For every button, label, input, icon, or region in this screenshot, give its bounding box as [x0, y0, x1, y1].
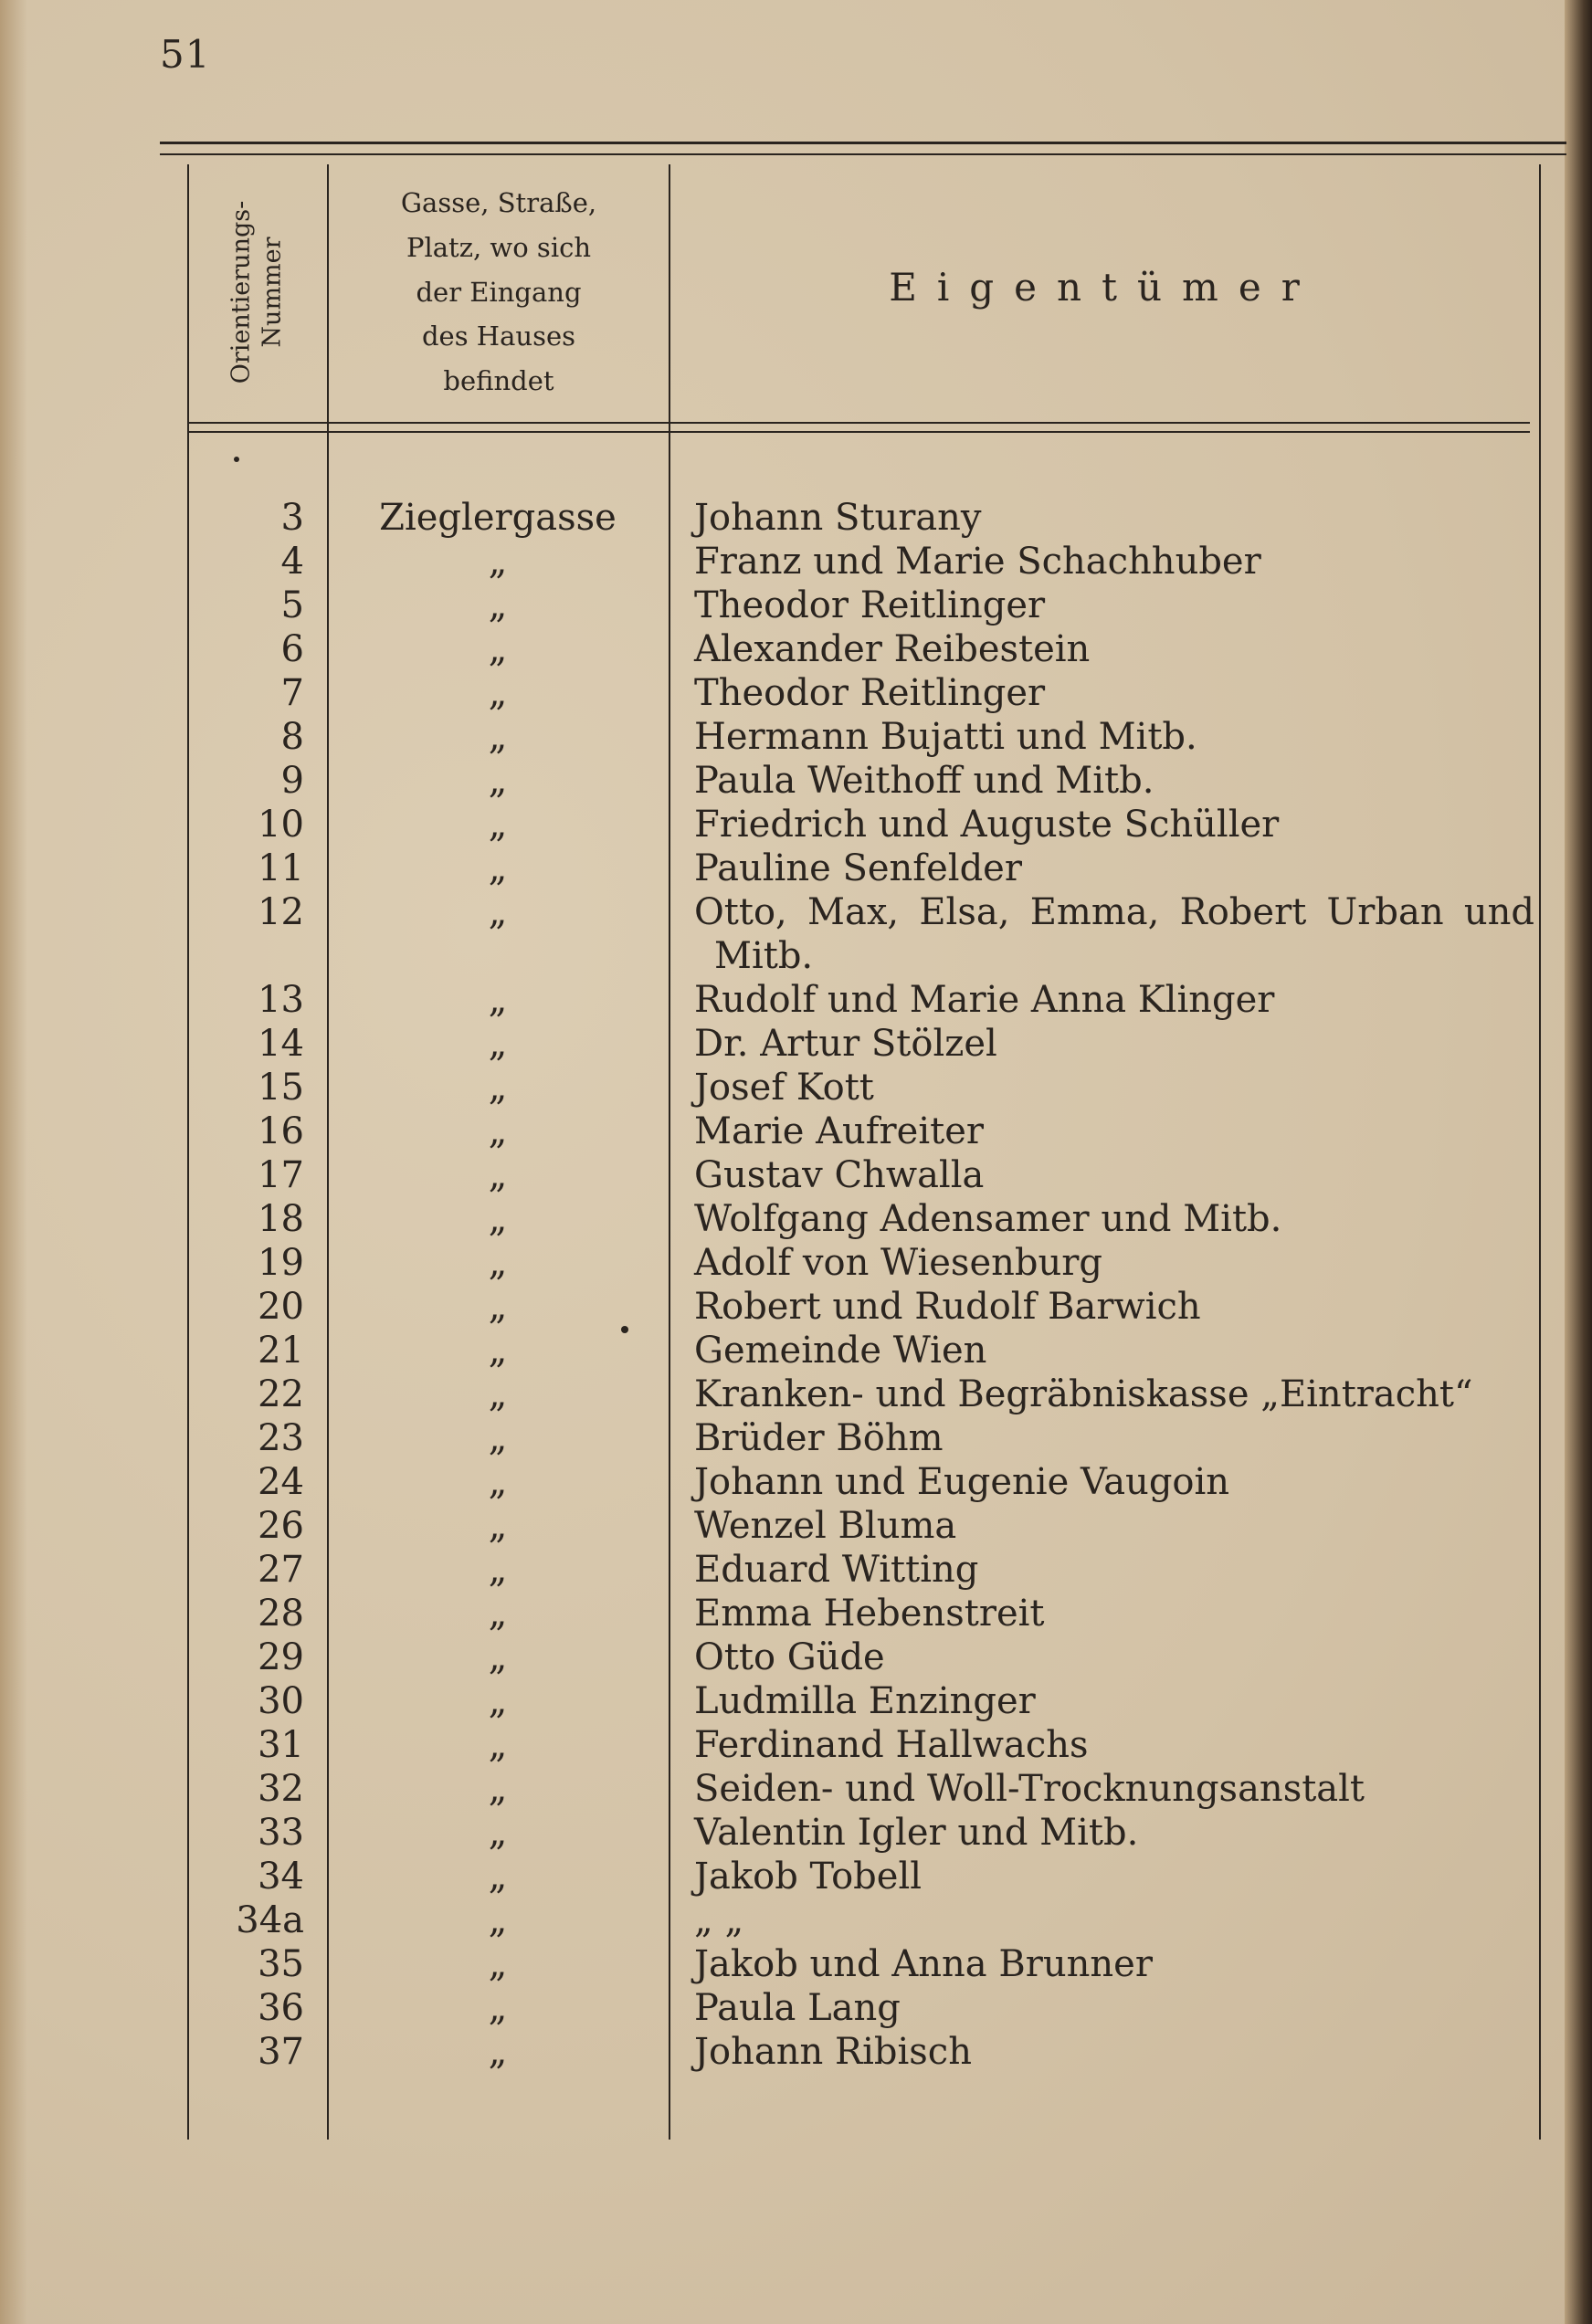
street-name: „ [488, 1330, 508, 1372]
table-row [0, 1197, 1592, 1241]
table-row [0, 1066, 1592, 1109]
street-name: „ [488, 1505, 508, 1547]
street-name: „ [488, 716, 508, 758]
table-row [0, 1022, 1592, 1066]
street-name: „ [488, 1023, 508, 1065]
street-name: „ [488, 891, 508, 933]
owner-name: Johann und Eugenie Vaugoin [694, 1461, 1230, 1503]
owner-name: Theodor Reitlinger [694, 584, 1046, 626]
house-number: 10 [258, 804, 304, 846]
street-name: „ [488, 1812, 508, 1854]
house-number: 36 [258, 1987, 304, 2029]
street-name: „ [488, 1768, 508, 1810]
house-number: 3 [280, 497, 304, 539]
house-number: 33 [258, 1812, 304, 1854]
street-name: „ [488, 541, 508, 583]
owner-name: Josef Kott [694, 1067, 874, 1109]
table-row [0, 584, 1592, 627]
house-number: 8 [280, 716, 304, 758]
street-name: „ [488, 1154, 508, 1196]
header-double-rule [187, 422, 1530, 433]
table-row [0, 934, 1592, 978]
street-name: „ [488, 1724, 508, 1766]
table-row [0, 1241, 1592, 1285]
table-row [0, 1767, 1592, 1811]
street-name: „ [488, 1417, 508, 1459]
owner-name: Johann Ribisch [694, 2031, 972, 2073]
house-number: 9 [280, 760, 304, 802]
table-row [0, 1723, 1592, 1767]
street-name: „ [488, 1680, 508, 1722]
owner-name: Eduard Witting [694, 1549, 979, 1591]
page-number: 51 [160, 32, 211, 77]
street-name: „ [488, 628, 508, 670]
street-name: „ [488, 1593, 508, 1635]
owner-name: Adolf von Wiesenburg [694, 1242, 1102, 1284]
owner-name: Dr. Artur Stölzel [694, 1023, 997, 1065]
street-name: „ [488, 1242, 508, 1284]
owner-name: Paula Weithoff und Mitb. [694, 760, 1154, 802]
table-row [0, 1460, 1592, 1504]
owner-name: Hermann Bujatti und Mitb. [694, 716, 1197, 758]
table-row [0, 1635, 1592, 1679]
street-name: „ [488, 1110, 508, 1152]
house-number: 30 [258, 1680, 304, 1722]
street-name: „ [488, 1286, 508, 1328]
table-row [0, 2030, 1592, 2074]
owner-name: Mitb. [714, 935, 814, 977]
table-row [0, 1592, 1592, 1635]
owner-name: Jakob Tobell [694, 1856, 923, 1898]
header-street-column [329, 164, 669, 420]
owner-name: Brüder Böhm [694, 1417, 944, 1459]
house-number: 29 [258, 1636, 304, 1678]
house-number: 21 [258, 1330, 304, 1372]
table-row [0, 715, 1592, 759]
house-number: 14 [258, 1023, 304, 1065]
table-row [0, 1986, 1592, 2030]
table-row [0, 803, 1592, 847]
street-name: „ [488, 1899, 508, 1941]
table-row [0, 1372, 1592, 1416]
owner-name: Valentin Igler und Mitb. [694, 1812, 1139, 1854]
house-number: 16 [258, 1110, 304, 1152]
table-row [0, 1811, 1592, 1855]
house-number: 28 [258, 1593, 304, 1635]
house-number: 27 [258, 1549, 304, 1591]
owner-name: Gemeinde Wien [694, 1330, 987, 1372]
table-row [0, 1329, 1592, 1372]
street-name: „ [488, 584, 508, 626]
owner-name: Ferdinand Hallwachs [694, 1724, 1089, 1766]
street-name: „ [488, 1636, 508, 1678]
street-name: „ [488, 1373, 508, 1415]
house-number: 31 [258, 1724, 304, 1766]
table-row [0, 847, 1592, 890]
owner-name: Paula Lang [694, 1987, 901, 2029]
street-name: „ [488, 1198, 508, 1240]
house-number: 12 [258, 891, 304, 933]
owner-name: Gustav Chwalla [694, 1154, 985, 1196]
house-number: 22 [258, 1373, 304, 1415]
house-number: 6 [280, 628, 304, 670]
table-row [0, 627, 1592, 671]
owner-name: Wolfgang Adensamer und Mitb. [694, 1198, 1282, 1240]
house-number: 7 [280, 672, 304, 714]
header-number-label: Orientierungs- Nummer [227, 200, 286, 384]
owner-name: Emma Hebenstreit [694, 1593, 1045, 1635]
owner-name: Marie Aufreiter [694, 1110, 985, 1152]
owner-name: Franz und Marie Schachhuber [694, 541, 1261, 583]
street-name: „ [488, 760, 508, 802]
owner-name: Theodor Reitlinger [694, 672, 1046, 714]
table-row [0, 671, 1592, 715]
owner-name: Seiden- und Woll-Trocknungsanstalt [694, 1768, 1365, 1810]
owner-name: Friedrich und Auguste Schüller [694, 804, 1280, 846]
table-row [0, 1679, 1592, 1723]
house-number: 35 [258, 1943, 304, 1985]
owner-name: Otto Güde [694, 1636, 885, 1678]
street-name: „ [488, 1549, 508, 1591]
house-number: 19 [258, 1242, 304, 1284]
table-row [0, 759, 1592, 803]
table-row [0, 978, 1592, 1022]
street-name: „ [488, 1943, 508, 1985]
house-number: 26 [258, 1505, 304, 1547]
house-number: 17 [258, 1154, 304, 1196]
header-street-label: Gasse, Straße, Platz, wo sich der Eingang des Hauses befindet [400, 187, 597, 397]
house-number: 13 [258, 979, 304, 1021]
house-number: 20 [258, 1286, 304, 1328]
owner-name: Ludmilla Enzinger [694, 1680, 1036, 1722]
table-row [0, 496, 1592, 540]
owner-name: Wenzel Bluma [694, 1505, 957, 1547]
owner-name: Johann Sturany [694, 497, 982, 539]
street-name: „ [488, 1461, 508, 1503]
table-row [0, 1416, 1592, 1460]
table-row [0, 1504, 1592, 1548]
street-name: Zieglergasse [379, 497, 617, 539]
street-name: „ [488, 672, 508, 714]
street-name: „ [488, 804, 508, 846]
street-name: „ [488, 1987, 508, 2029]
owner-name: Jakob und Anna Brunner [694, 1943, 1153, 1985]
house-number: 37 [258, 2031, 304, 2073]
house-number: 11 [258, 847, 304, 889]
house-number: 34a [236, 1899, 304, 1941]
table-row [0, 1548, 1592, 1592]
table-row [0, 540, 1592, 584]
table-row [0, 1285, 1592, 1329]
owner-name: Otto, Max, Elsa, Emma, Robert Urban und [694, 891, 1534, 933]
table-row [0, 1153, 1592, 1197]
house-number: 5 [280, 584, 304, 626]
table-row [0, 1109, 1592, 1153]
table-row [0, 890, 1592, 934]
house-number: 34 [258, 1856, 304, 1898]
house-number: 24 [258, 1461, 304, 1503]
house-number: 18 [258, 1198, 304, 1240]
street-name: „ [488, 2031, 508, 2073]
top-double-rule [160, 142, 1566, 155]
header-owner-label: Eigentümer [889, 265, 1320, 310]
street-name: „ [488, 1067, 508, 1109]
owner-name: Pauline Senfelder [694, 847, 1022, 889]
street-name: „ [488, 1856, 508, 1898]
table-row [0, 1855, 1592, 1898]
house-number: 23 [258, 1417, 304, 1459]
owner-name: Kranken- und Begräbniskasse „Eintracht“ [694, 1373, 1473, 1415]
street-name: „ [488, 979, 508, 1021]
owner-name: Robert und Rudolf Barwich [694, 1286, 1201, 1328]
table-row [0, 1898, 1592, 1942]
owner-name: Alexander Reibestein [694, 628, 1091, 670]
header-number-column [187, 164, 327, 420]
street-name: „ [488, 847, 508, 889]
house-number: 4 [280, 541, 304, 583]
owner-name: „ „ [694, 1899, 744, 1941]
print-speck [234, 457, 239, 462]
owner-name: Rudolf und Marie Anna Klinger [694, 979, 1275, 1021]
house-number: 15 [258, 1067, 304, 1109]
house-number: 32 [258, 1768, 304, 1810]
table-row [0, 1942, 1592, 1986]
